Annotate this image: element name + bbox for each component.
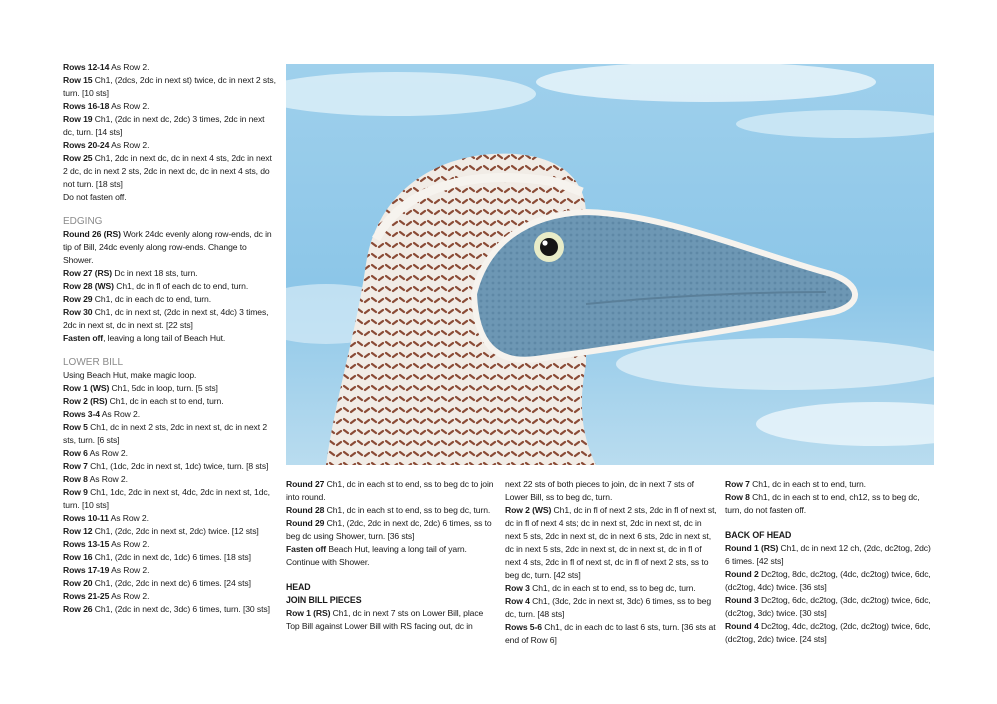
row-text: Ch1, dc in each st to end, turn. <box>749 479 866 489</box>
pattern-row <box>63 460 277 473</box>
row-label: Row 2 (WS) <box>505 505 552 515</box>
pattern-row <box>286 543 496 569</box>
row-text: As Row 2. <box>109 62 150 72</box>
pattern-row <box>63 408 277 421</box>
row-text: Do not fasten off. <box>63 192 127 202</box>
row-label: Row 20 <box>63 578 93 588</box>
row-text: As Row 2. <box>109 101 150 111</box>
pattern-row <box>63 152 277 191</box>
pattern-rows-top-bill <box>63 61 277 204</box>
row-label: Fasten off <box>63 333 104 343</box>
row-label: Fasten off <box>286 544 327 554</box>
row-text: Ch1, dc in next st, (2dc in next st, 4dc) 3 times, 2dc in next st, dc in next st. [22 sts] <box>63 307 269 330</box>
row-label: Row 6 <box>63 448 88 458</box>
pattern-row <box>63 267 277 280</box>
row-label: Rows 13-15 <box>63 539 110 549</box>
row-text: As Row 2. <box>109 140 150 150</box>
pattern-rows-rounds <box>286 478 496 569</box>
row-text: Ch1, dc in each st to end, ss to beg dc, turn. <box>324 505 491 515</box>
row-text: Ch1, (2dc, 2dc in next st, 2dc) twice. [12 sts] <box>92 526 259 536</box>
edging-heading: EDGING <box>63 216 103 227</box>
row-label: Round 1 (RS) <box>725 543 779 553</box>
pattern-row <box>505 582 717 595</box>
pattern-row <box>725 620 937 646</box>
row-label: Row 5 <box>63 422 88 432</box>
pattern-row <box>63 564 277 577</box>
row-label: Row 30 <box>63 307 93 317</box>
row-text: As Row 2. <box>87 474 128 484</box>
row-label: Rows 16-18 <box>63 101 110 111</box>
pattern-row <box>63 447 277 460</box>
pattern-row <box>63 228 277 267</box>
pattern-row <box>725 568 937 594</box>
row-text: Ch1, (2dc, 2dc in next dc, 2dc) 6 times, ss to beg dc using Shower, turn. [36 sts] <box>286 518 492 541</box>
row-text: Dc2tog, 8dc, dc2tog, (4dc, dc2tog) twice, 6dc, (dc2tog, 4dc) twice. [36 sts] <box>725 569 931 592</box>
row-text: Ch1, dc in each st to end, ss to beg dc to join into round. <box>286 479 494 502</box>
row-label: Round 3 <box>725 595 759 605</box>
pattern-row <box>286 517 496 543</box>
pattern-row <box>63 306 277 332</box>
pattern-row <box>63 100 277 113</box>
row-label: Round 29 <box>286 518 325 528</box>
row-text: Ch1, (2dc, 2dc in next dc) 6 times. [24 sts] <box>92 578 251 588</box>
row-text: Beach Hut, leaving a long tail of yarn. Continue with Shower. <box>286 544 467 567</box>
row-label: Row 7 <box>63 461 88 471</box>
row-text: Ch1, dc in next 7 sts on Lower Bill, place Top Bill against Lower Bill with RS facing out, dc in <box>286 608 484 631</box>
row-label: Round 27 <box>286 479 325 489</box>
pattern-row <box>505 595 717 621</box>
pattern-row <box>63 603 277 616</box>
pattern-row <box>63 551 277 564</box>
row-label: Row 16 <box>63 552 93 562</box>
pattern-row <box>63 369 277 382</box>
row-text: , leaving a long tail of Beach Hut. <box>103 333 226 343</box>
row-label: Rows 5-6 <box>505 622 542 632</box>
row-text: Ch1, (2dc in next dc, 1dc) 6 times. [18 sts] <box>92 552 251 562</box>
pattern-rows-back-of-head <box>725 542 937 646</box>
row-label: Row 1 (WS) <box>63 383 110 393</box>
row-text: Ch1, dc in next 12 ch, (2dc, dc2tog, 2dc) 6 times. [42 sts] <box>725 543 931 566</box>
pattern-row <box>725 478 937 491</box>
pattern-rows-join-cont <box>505 478 717 647</box>
pattern-row <box>63 525 277 538</box>
row-label: Round 4 <box>725 621 759 631</box>
pattern-row <box>725 542 937 568</box>
row-label: Row 1 (RS) <box>286 608 331 618</box>
crochet-bird-head-photo <box>286 64 934 465</box>
row-text: Ch1, dc in each st to end, ss to beg dc, turn. <box>529 583 696 593</box>
pattern-rows-head <box>725 478 937 517</box>
row-label: Row 4 <box>505 596 530 606</box>
row-label: Round 28 <box>286 505 325 515</box>
row-text: Ch1, dc in fl of next 2 sts, 2dc in fl of next st, dc in fl of next 4 sts; dc in next st, 2dc in next st, dc in next 5 sts, 2dc in next st, dc in next 6 sts, 2dc in next st, dc in next 5 sts, 2dc in next st, dc in next st, dc in fl of next 4 sts, 2dc in fl of next st, dc in fl of next 2 sts, ss to beg dc, turn. [42 sts] <box>505 505 717 580</box>
row-text: Dc2tog, 4dc, dc2tog, (2dc, dc2tog) twice, 6dc, (dc2tog, 2dc) twice. [24 sts] <box>725 621 931 644</box>
row-text: Ch1, dc in each st to end, ch12, ss to beg dc, turn, do not fasten off. <box>725 492 920 515</box>
row-text: Ch1, 2dc in next dc, dc in next 4 sts, 2dc in next 2 dc, dc in next 2 sts, 2dc in next dc, dc in next 4 sts, do not turn. [18 sts] <box>63 153 272 189</box>
back-of-head-heading: BACK OF HEAD <box>725 530 792 540</box>
row-label: Row 25 <box>63 153 93 163</box>
pattern-rows-edging <box>63 228 277 345</box>
row-text: Ch1, (1dc, 2dc in next st, 1dc) twice, turn. [8 sts] <box>87 461 269 471</box>
row-label: Row 15 <box>63 75 93 85</box>
row-text: next 22 sts of both pieces to join, dc in next 7 sts of Lower Bill, ss to beg dc, turn. <box>505 479 694 502</box>
row-text: As Row 2. <box>109 539 150 549</box>
row-label: Row 2 (RS) <box>63 396 108 406</box>
photo-illustration <box>286 64 934 465</box>
pattern-row <box>286 607 496 633</box>
pattern-row <box>63 486 277 512</box>
pattern-row <box>63 280 277 293</box>
row-text: As Row 2. <box>108 513 149 523</box>
row-text: Ch1, dc in next 2 sts, 2dc in next st, dc in next 2 sts, turn. [6 sts] <box>63 422 267 445</box>
row-text: Ch1, (2dc in next dc, 2dc) 3 times, 2dc in next dc, turn. [14 sts] <box>63 114 265 137</box>
pattern-rows-join <box>286 607 496 633</box>
column-3 <box>505 478 717 647</box>
pattern-row <box>505 478 717 504</box>
pattern-row <box>286 478 496 504</box>
row-text: As Row 2. <box>109 565 150 575</box>
pattern-row <box>63 332 277 345</box>
pattern-rows-lower-bill <box>63 369 277 616</box>
pattern-row <box>63 512 277 525</box>
pattern-row <box>725 594 937 620</box>
lower-bill-heading: LOWER BILL <box>63 357 124 368</box>
pattern-row <box>505 504 717 582</box>
pattern-row <box>63 61 277 74</box>
row-label: Rows 20-24 <box>63 140 110 150</box>
row-label: Row 8 <box>63 474 88 484</box>
row-label: Row 3 <box>505 583 530 593</box>
pattern-row <box>63 74 277 100</box>
head-heading: HEAD <box>286 582 311 592</box>
row-label: Rows 17-19 <box>63 565 110 575</box>
row-label: Rows 10-11 <box>63 513 109 523</box>
row-label: Row 7 <box>725 479 750 489</box>
pattern-row <box>63 395 277 408</box>
pattern-row <box>63 382 277 395</box>
row-label: Round 2 <box>725 569 759 579</box>
row-text: As Row 2. <box>109 591 150 601</box>
row-text: Ch1, dc in each st to end, turn. <box>107 396 224 406</box>
pattern-row <box>286 504 496 517</box>
row-label: Rows 21-25 <box>63 591 110 601</box>
column-1 <box>63 61 277 616</box>
row-text: Ch1, dc in fl of each dc to end, turn. <box>113 281 249 291</box>
row-text: Ch1, (2dcs, 2dc in next st) twice, dc in next 2 sts, turn. [10 sts] <box>63 75 276 98</box>
row-label: Rows 3-4 <box>63 409 100 419</box>
row-text: Work 24dc evenly along row-ends, dc in tip of Bill, 24dc evenly along row-ends. Change to Shower. <box>63 229 272 265</box>
row-label: Row 26 <box>63 604 93 614</box>
row-text: Ch1, 5dc in loop, turn. [5 sts] <box>109 383 218 393</box>
row-label: Row 27 (RS) <box>63 268 113 278</box>
pattern-row <box>63 293 277 306</box>
pattern-row <box>63 538 277 551</box>
row-text: Dc in next 18 sts, turn. <box>112 268 198 278</box>
row-text: Using Beach Hut, make magic loop. <box>63 370 197 380</box>
pattern-row <box>63 590 277 603</box>
row-text: Ch1, dc in each dc to end, turn. <box>92 294 212 304</box>
pattern-row <box>63 139 277 152</box>
pattern-row <box>725 491 937 517</box>
pattern-row <box>63 191 277 204</box>
pattern-row <box>505 621 717 647</box>
row-text: Ch1, dc in each dc to last 6 sts, turn. [36 sts at end of Row 6] <box>505 622 716 645</box>
row-label: Row 9 <box>63 487 88 497</box>
column-2 <box>286 478 496 633</box>
row-label: Row 19 <box>63 114 93 124</box>
pattern-row <box>63 421 277 447</box>
row-label: Row 12 <box>63 526 93 536</box>
row-label: Row 8 <box>725 492 750 502</box>
row-text: Ch1, (2dc in next dc, 3dc) 6 times, turn. [30 sts] <box>92 604 270 614</box>
row-label: Row 28 (WS) <box>63 281 114 291</box>
row-label: Rows 12-14 <box>63 62 110 72</box>
pattern-row <box>63 113 277 139</box>
row-label: Round 26 (RS) <box>63 229 121 239</box>
column-4 <box>725 478 937 646</box>
row-text: As Row 2. <box>99 409 141 419</box>
row-text: Ch1, 1dc, 2dc in next st, 4dc, 2dc in next st, 1dc, turn. [10 sts] <box>63 487 270 510</box>
row-text: As Row 2. <box>87 448 128 458</box>
pattern-row <box>63 473 277 486</box>
row-label: Row 29 <box>63 294 93 304</box>
pattern-row <box>63 577 277 590</box>
join-bill-heading: JOIN BILL PIECES <box>286 595 362 605</box>
row-text: Dc2tog, 6dc, dc2tog, (3dc, dc2tog) twice, 6dc, (dc2tog, 3dc) twice. [30 sts] <box>725 595 931 618</box>
row-text: Ch1, (3dc, 2dc in next st, 3dc) 6 times, ss to beg dc, turn. [48 sts] <box>505 596 711 619</box>
